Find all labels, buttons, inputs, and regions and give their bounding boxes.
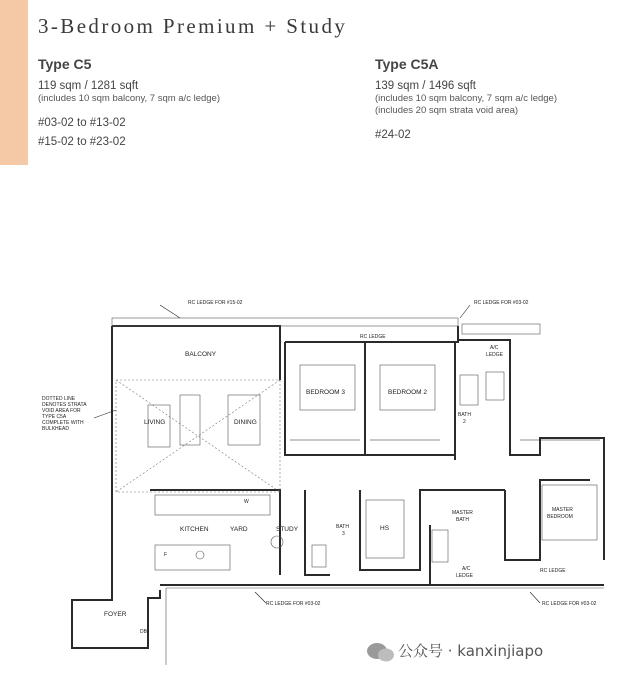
type-c5a-name: Type C5A xyxy=(375,56,439,72)
type-c5-unit-range: #03-02 to #13-02 xyxy=(38,117,126,129)
ac-unit-bottom xyxy=(432,530,448,562)
ledge-label-bottom-left: RC LEDGE FOR #03-02 xyxy=(266,601,321,607)
bedroom3-label: BEDROOM 3 xyxy=(306,389,346,396)
master-walls xyxy=(505,480,590,560)
rc-ledge-top xyxy=(112,318,458,326)
outer-wall-right xyxy=(458,340,604,560)
coffee-table xyxy=(180,395,200,445)
leader-line xyxy=(460,305,470,318)
db-label: DB xyxy=(140,629,147,635)
watermark-text: 公众号 · kanxinjiapo xyxy=(398,642,544,660)
bedroom2-label: BEDROOM 2 xyxy=(388,389,428,396)
kitchen-counter xyxy=(155,495,270,515)
wechat-icon xyxy=(366,641,396,663)
void-note: DOTTED LINE xyxy=(42,396,76,402)
ledge-label-top-left: RC LEDGE FOR #15-02 xyxy=(188,300,243,306)
ledge-label-bottom-right: RC LEDGE FOR #03-02 xyxy=(542,601,597,607)
ac-ledge-top-label: A/C xyxy=(490,345,499,351)
type-c5a-area: 139 sqm / 1496 sqft xyxy=(375,80,477,92)
type-c5-note: (includes 10 sqm balcony, 7 sqm a/c ledge) xyxy=(38,93,220,104)
ledge-label-top-mid: RC LEDGE xyxy=(360,334,386,340)
bed-2 xyxy=(380,365,435,410)
bedroom-bottom-wall xyxy=(285,342,455,455)
study-label: STUDY xyxy=(276,526,299,533)
page-title: 3-Bedroom Premium + Study xyxy=(38,14,348,38)
bath2-label: 2 xyxy=(463,419,466,425)
type-c5a-unit: #24-02 xyxy=(375,129,411,141)
rc-ledge-top-right xyxy=(462,324,540,334)
leader-line xyxy=(255,592,266,603)
ac-ledge-bottom-label: LEDGE xyxy=(456,573,473,579)
type-c5-name: Type C5 xyxy=(38,56,92,72)
bath2-shower xyxy=(460,375,478,405)
ac-unit-top xyxy=(486,372,504,400)
leader-line xyxy=(160,305,180,318)
dining-label: DINING xyxy=(234,419,257,426)
void-note: DENOTES STRATA xyxy=(42,402,87,408)
study-chair xyxy=(271,536,283,548)
type-c5-unit-range: #15-02 to #23-02 xyxy=(38,136,126,148)
bed-3 xyxy=(300,365,355,410)
bath3-shower xyxy=(312,545,326,567)
bath2-label: BATH xyxy=(458,412,471,418)
leader-line xyxy=(530,592,540,603)
void-note: COMPLETE WITH xyxy=(42,420,84,426)
type-c5a-note: (includes 10 sqm balcony, 7 sqm a/c ledge) xyxy=(375,93,557,104)
type-c5a-note: (includes 20 sqm strata void area) xyxy=(375,105,519,116)
master-bath-label: BATH xyxy=(456,517,469,523)
kitchen-wall xyxy=(150,490,280,575)
master-bedroom-label: BEDROOM xyxy=(547,514,573,520)
ledge-label-top-right: RC LEDGE FOR #03-02 xyxy=(474,300,529,306)
sofa xyxy=(148,405,170,447)
yard-label: YARD xyxy=(230,526,248,533)
bath3-label: 3 xyxy=(342,531,345,537)
master-bedroom-label: MASTER xyxy=(552,507,573,513)
foyer-label: FOYER xyxy=(104,611,127,618)
hob xyxy=(196,551,204,559)
master-bath-label: MASTER xyxy=(452,510,473,516)
fridge-label: F xyxy=(164,552,168,558)
bath3-label: BATH xyxy=(336,524,349,530)
living-label: LIVING xyxy=(144,419,166,426)
type-c5-area: 119 sqm / 1281 sqft xyxy=(38,80,139,92)
kitchen-label: KITCHEN xyxy=(180,526,209,533)
ac-ledge-bottom-label: A/C xyxy=(462,566,471,572)
void-note: BULKHEAD xyxy=(42,426,69,432)
balcony-label: BALCONY xyxy=(185,351,217,358)
ac-ledge-top-label: LEDGE xyxy=(486,352,503,358)
void-note: TYPE C5A xyxy=(42,414,67,420)
void-note: VOID AREA FOR xyxy=(42,408,81,414)
washer-label: W xyxy=(244,499,249,505)
rc-ledge-bottom-label: RC LEDGE xyxy=(540,568,566,574)
hs-label: HS xyxy=(380,525,390,532)
